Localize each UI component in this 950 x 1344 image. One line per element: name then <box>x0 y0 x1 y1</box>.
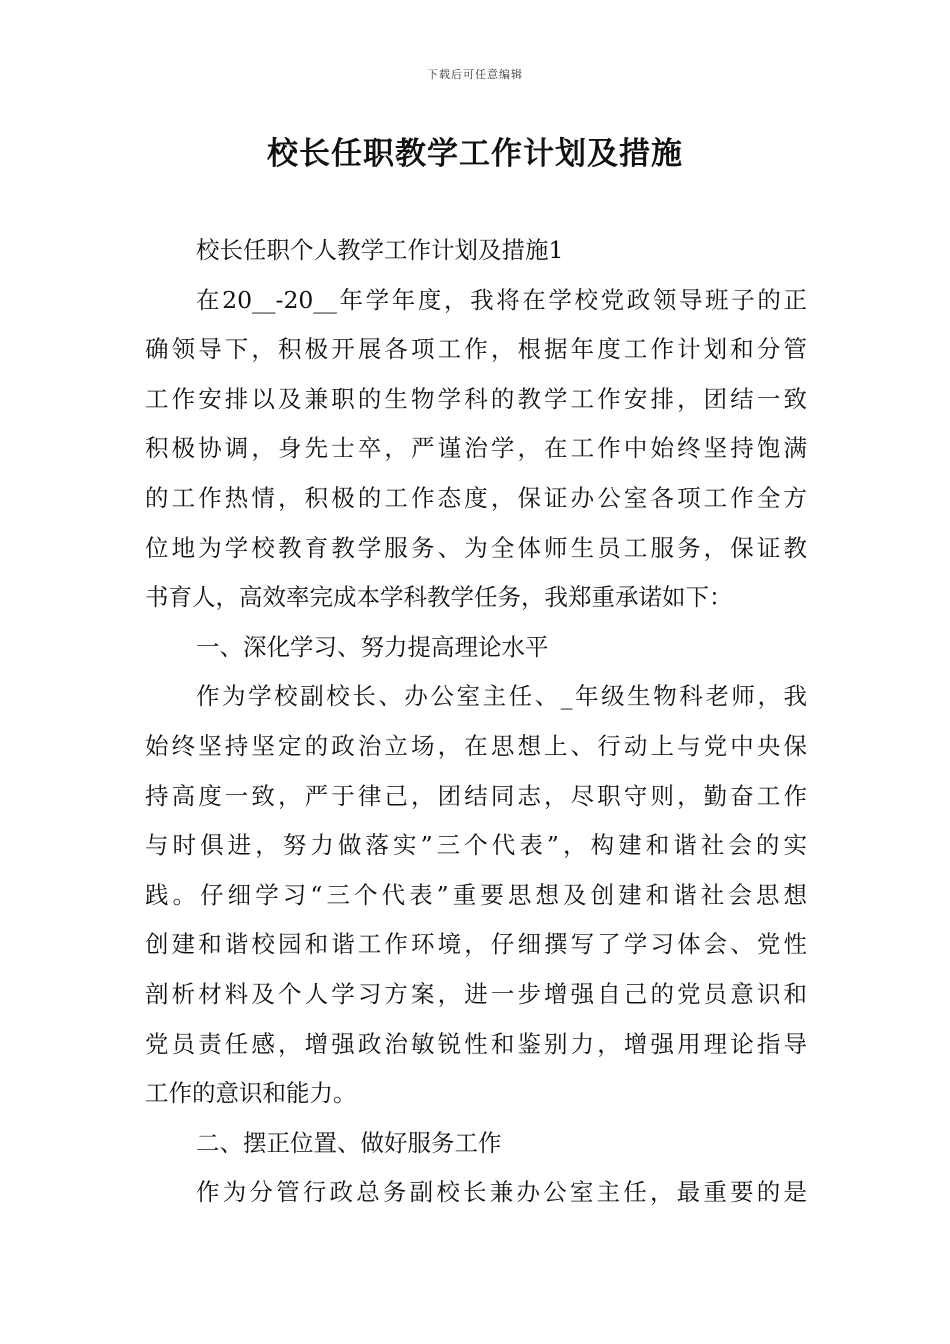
paragraph-line: 持高度一致，严于律己，团结同志，尽职守则，勤奋工作 <box>145 781 807 810</box>
paragraph-line: 确领导下，积极开展各项工作，根据年度工作计划和分管 <box>145 335 807 364</box>
paragraph-line: 始终坚持坚定的政治立场，在思想上、行动上与党中央保 <box>145 731 807 760</box>
paragraph-line: 作为分管行政总务副校长兼办公室主任，最重要的是 <box>196 1178 807 1207</box>
document-title: 校长任职教学工作计划及措施 <box>267 136 683 172</box>
paragraph-line: 与时俱进，努力做落实”三个代表”，构建和谐社会的实 <box>145 831 807 860</box>
paragraph-line: 剖析材料及个人学习方案，进一步增强自己的党员意识和 <box>145 979 807 1008</box>
section-heading: 一、深化学习、努力提高理论水平 <box>196 632 549 661</box>
section-subtitle: 校长任职个人教学工作计划及措施1 <box>196 236 564 264</box>
paragraph-line: 工作安排以及兼职的生物学科的教学工作安排，团结一致 <box>145 384 807 413</box>
paragraph-line: 在20__-20__年学年度，我将在学校党政领导班子的正 <box>196 285 807 314</box>
document-body <box>145 226 807 1218</box>
header-note: 下载后可任意编辑 <box>427 68 523 81</box>
section-heading: 二、摆正位置、做好服务工作 <box>196 1128 502 1157</box>
paragraph-line: 书育人，高效率完成本学科教学任务，我郑重承诺如下： <box>145 583 733 612</box>
paragraph-line: 的工作热情，积极的工作态度，保证办公室各项工作全方 <box>145 483 807 512</box>
paragraph-line: 积极协调，身先士卒，严谨治学，在工作中始终坚持饱满 <box>145 434 807 463</box>
paragraph-line: 党员责任感，增强政治敏锐性和鉴别力，增强用理论指导 <box>145 1029 807 1058</box>
paragraph-line: 创建和谐校园和谐工作环境，仔细撰写了学习体会、党性 <box>145 930 807 959</box>
paragraph-line: 工作的意识和能力。 <box>145 1079 357 1108</box>
paragraph-line: 作为学校副校长、办公室主任、_年级生物科老师，我 <box>196 682 807 711</box>
paragraph-line: 践。仔细学习“三个代表”重要思想及创建和谐社会思想 <box>145 880 807 909</box>
paragraph-line: 位地为学校教育教学服务、为全体师生员工服务，保证教 <box>145 533 807 562</box>
